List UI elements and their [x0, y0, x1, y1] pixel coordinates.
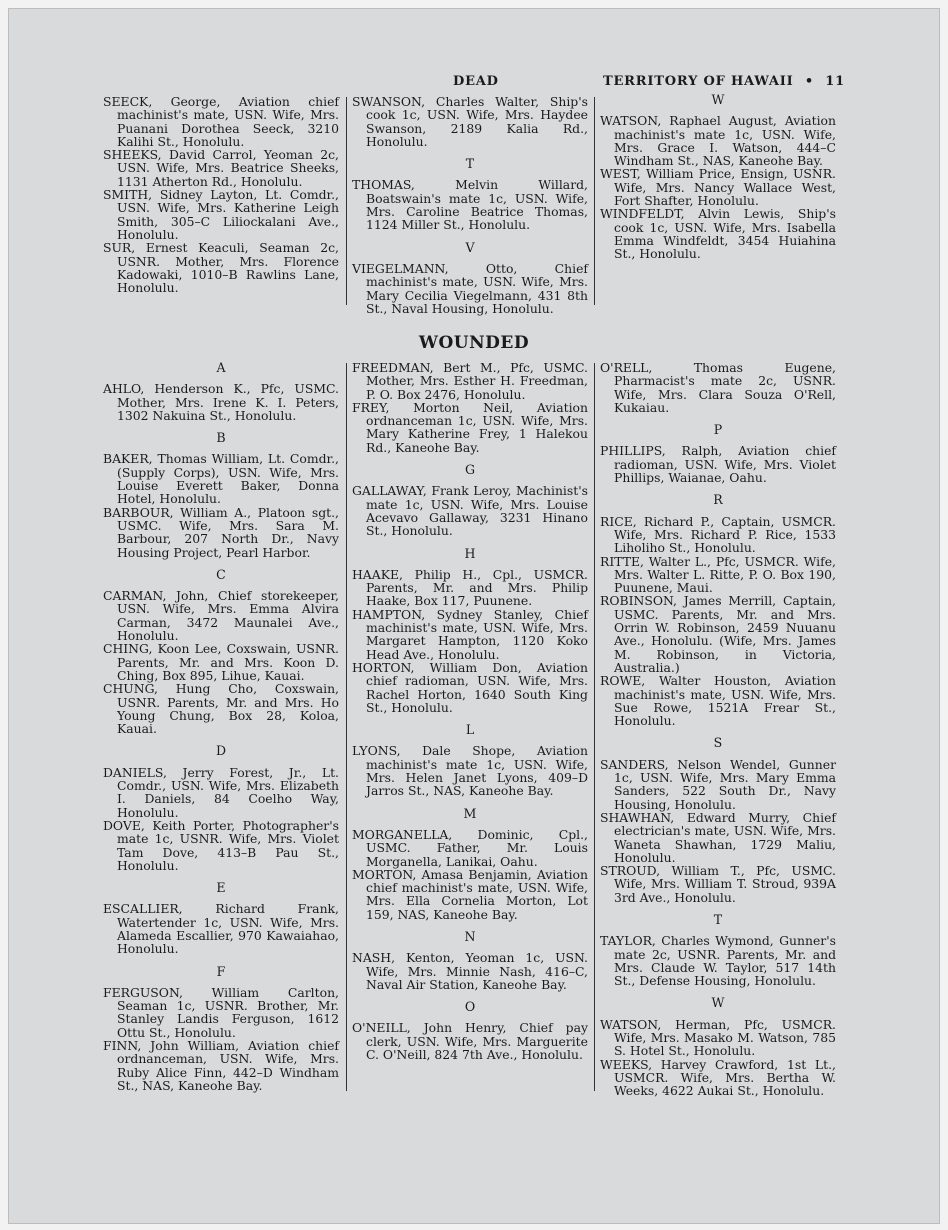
alphabet-divider: H [464, 545, 476, 561]
casualty-entry: BARBOUR, William A., Platoon sgt., USMC. Wife, Mrs. Sara M. Barbour, 207 North Dr., Navy Housing Project, Pearl Harbor. [103, 504, 339, 560]
casualty-entry: DOVE, Keith Porter, Photographer's mate 1c, USNR. Wife, Mrs. Violet Tam Dove, 413–B Pau St., Honolulu. [103, 817, 339, 873]
casualty-entry: HORTON, William Don, Aviation chief radioman, USN. Wife, Mrs. Rachel Horton, 1640 South King St., Honolulu. [352, 659, 588, 715]
alphabet-divider: O [464, 999, 476, 1015]
casualty-entry: VIEGELMANN, Otto, Chief machinist's mate, USN. Wife, Mrs. Mary Cecilia Viegelmann, 431 8th St., Naval Housing, Honolulu. [352, 260, 588, 316]
casualty-entry: ESCALLIER, Richard Frank, Watertender 1c, USN. Wife, Mrs. Alameda Escallier, 970 Kawaiahao, Honolulu. [103, 901, 339, 957]
dead-column-1 [103, 95, 339, 294]
alphabet-divider: P [713, 422, 723, 438]
casualty-entry: SUR, Ernest Keaculi, Seaman 2c, USNR. Mother, Mrs. Florence Kadowaki, 1010–B Rawlins Lane, Honolulu. [103, 240, 339, 296]
casualty-entry: GALLAWAY, Frank Leroy, Machinist's mate 1c, USN. Wife, Mrs. Louise Acevavo Gallaway, 3231 Hinano St., Honolulu. [352, 483, 588, 539]
territory-title: TERRITORY OF HAWAII [603, 74, 794, 89]
alphabet-divider: E [216, 880, 226, 896]
casualty-entry: SHAWHAN, Edward Murry, Chief electrician's mate, USN. Wife, Mrs. Waneta Shawhan, 1729 Maliu, Honolulu. [600, 809, 836, 865]
alphabet-divider: T [713, 911, 723, 927]
wounded-column-1 [103, 361, 339, 1092]
alphabet-divider: A [216, 360, 226, 375]
dead-column-2 [352, 95, 588, 315]
alphabet-divider: V [465, 239, 475, 255]
casualty-entry: RICE, Richard P., Captain, USMCR. Wife, Mrs. Richard P. Rice, 1533 Liholiho St., Honolulu. [600, 513, 836, 556]
section-title-dead: DEAD [453, 74, 499, 89]
alphabet-divider: F [216, 963, 226, 979]
alphabet-divider: C [216, 566, 226, 582]
alphabet-divider: S [713, 735, 723, 751]
casualty-entry: WINDFELDT, Alvin Lewis, Ship's cook 1c, USN. Wife, Mrs. Isabella Emma Windfeldt, 3454 Huiahina St., Honolulu. [600, 206, 836, 262]
casualty-entry: WEEKS, Harvey Crawford, 1st Lt., USMCR. Wife, Mrs. Bertha W. Weeks, 4622 Aukai St., Honolulu. [600, 1056, 836, 1099]
casualty-entry: HAAKE, Philip H., Cpl., USMCR. Parents, Mr. and Mrs. Philip Haake, Box 117, Puunene. [352, 566, 588, 609]
casualty-entry: PHILLIPS, Ralph, Aviation chief radioman, USN. Wife, Mrs. Violet Phillips, Waianae, Oahu. [600, 443, 836, 486]
document-page [8, 8, 940, 1224]
casualty-entry: FERGUSON, William Carlton, Seaman 1c, USNR. Brother, Mr. Stanley Landis Ferguson, 1612 Ottu St., Honolulu. [103, 984, 339, 1040]
running-header [603, 74, 845, 89]
casualty-entry: STROUD, William T., Pfc, USMC. Wife, Mrs. William T. Stroud, 939A 3rd Ave., Honolulu. [600, 863, 836, 905]
column-divider [346, 363, 347, 1091]
casualty-entry: LYONS, Dale Shope, Aviation machinist's mate 1c, USN. Wife, Mrs. Helen Janet Lyons, 409–D Jarros St., NAS, Kaneohe Bay. [352, 743, 588, 799]
casualty-entry: MORGANELLA, Dominic, Cpl., USMC. Father, Mr. Louis Morganella, Lanikai, Oahu. [352, 826, 588, 869]
alphabet-divider: L [465, 722, 475, 738]
casualty-entry: TAYLOR, Charles Wymond, Gunner's mate 2c, USNR. Parents, Mr. and Mrs. Claude W. Taylor, 517 14th St., Defense Housing, Honolulu. [600, 933, 836, 989]
casualty-entry: WATSON, Raphael August, Aviation machinist's mate 1c, USN. Wife, Mrs. Grace I. Watson, 444–C Windham St., NAS, Kaneohe Bay. [600, 113, 836, 169]
casualty-entry: CARMAN, John, Chief storekeeper, USN. Wife, Mrs. Emma Alvira Carman, 3472 Maunalei Ave., Honolulu. [103, 588, 339, 644]
casualty-entry: NASH, Kenton, Yeoman 1c, USN. Wife, Mrs. Minnie Nash, 416–C, Naval Air Station, Kaneohe Bay. [352, 950, 588, 992]
casualty-entry: RITTE, Walter L., Pfc, USMCR. Wife, Mrs. Walter L. Ritte, P. O. Box 190, Puunene, Maui. [600, 553, 836, 596]
alphabet-divider: W [711, 995, 725, 1011]
casualty-entry: FREY, Morton Neil, Aviation ordnanceman 1c, USN. Wife, Mrs. Mary Katherine Frey, 1 Halekou Rd., Kaneohe Bay. [352, 399, 588, 455]
casualty-entry: MORTON, Amasa Benjamin, Aviation chief machinist's mate, USN. Wife, Mrs. Ella Cornelia Morton, Lot 159, NAS, Kaneohe Bay. [352, 866, 588, 922]
casualty-entry: CHUNG, Hung Cho, Coxswain, USNR. Parents, Mr. and Mrs. Ho Young Chung, Box 28, Koloa, Kauai. [103, 681, 339, 737]
casualty-entry: ROBINSON, James Merrill, Captain, USMC. Parents, Mr. and Mrs. Orrin W. Robinson, 2459 Nuuanu Ave., Honolulu. (Wife, Mrs. James M. Robinson, in Victoria, Australia.) [600, 593, 836, 675]
casualty-entry: SMITH, Sidney Layton, Lt. Comdr., USN. Wife, Mrs. Katherine Leigh Smith, 305–C Liliockalani Ave., Honolulu. [103, 187, 339, 242]
casualty-entry: BAKER, Thomas William, Lt. Comdr., (Supply Corps), USN. Wife, Mrs. Louise Everett Baker, Donna Hotel, Honolulu. [103, 451, 339, 507]
casualty-entry: CHING, Koon Lee, Coxswain, USNR. Parents, Mr. and Mrs. Koon D. Ching, Box 895, Lihue, Kauai. [103, 641, 339, 683]
alphabet-divider: T [465, 156, 475, 172]
alphabet-divider: D [215, 743, 227, 759]
page-number: 11 [825, 74, 845, 89]
casualty-entry: HAMPTON, Sydney Stanley, Chief machinist's mate, USN. Wife, Mrs. Margaret Hampton, 1120 Koko Head Ave., Honolulu. [352, 606, 588, 662]
casualty-entry: O'RELL, Thomas Eugene, Pharmacist's mate 2c, USNR. Wife, Mrs. Clara Souza O'Rell, Kukaiau. [600, 360, 836, 415]
casualty-entry: O'NEILL, John Henry, Chief pay clerk, USN. Wife, Mrs. Marguerite C. O'Neill, 824 7th Ave., Honolulu. [352, 1020, 588, 1063]
alphabet-divider: R [713, 492, 723, 508]
casualty-entry: SEECK, George, Aviation chief machinist's mate, USN. Wife, Mrs. Puanani Dorothea Seeck, 3210 Kalihi St., Honolulu. [103, 94, 339, 149]
casualty-entry: AHLO, Henderson K., Pfc, USMC. Mother, Mrs. Irene K. I. Peters, 1302 Nakuina St., Honolulu. [103, 381, 339, 423]
casualty-entry: FINN, John William, Aviation chief ordnanceman, USN. Wife, Mrs. Ruby Alice Finn, 442–D Windham St., NAS, Kaneohe Bay. [103, 1038, 339, 1093]
casualty-entry: ROWE, Walter Houston, Aviation machinist's mate, USN. Wife, Mrs. Sue Rowe, 1521A Frear St., Honolulu. [600, 673, 836, 729]
alphabet-divider: B [216, 430, 226, 446]
alphabet-divider: N [464, 928, 476, 944]
casualty-entry: WEST, William Price, Ensign, USNR. Wife, Mrs. Nancy Wallace West, Fort Shafter, Honolulu. [600, 166, 836, 209]
alphabet-divider: M [463, 805, 477, 821]
column-divider [594, 97, 595, 305]
column-divider [346, 97, 347, 305]
wounded-column-2 [352, 361, 588, 1061]
casualty-entry: DANIELS, Jerry Forest, Jr., Lt. Comdr., USN. Wife, Mrs. Elizabeth I. Daniels, 84 Coelho Way, Honolulu. [103, 764, 339, 820]
wounded-heading: WOUNDED [418, 333, 530, 353]
header-bullet: • [804, 74, 814, 89]
casualty-entry: FREEDMAN, Bert M., Pfc, USMC. Mother, Mrs. Esther H. Freedman, P. O. Box 2476, Honolulu. [352, 360, 588, 402]
casualty-entry: WATSON, Herman, Pfc, USMCR. Wife, Mrs. Masako M. Watson, 785 S. Hotel St., Honolulu. [600, 1016, 836, 1059]
wounded-column-3 [600, 361, 836, 1098]
casualty-entry: THOMAS, Melvin Willard, Boatswain's mate 1c, USN. Wife, Mrs. Caroline Beatrice Thomas, 1124 Miller St., Honolulu. [352, 177, 588, 233]
alphabet-divider: W [711, 92, 725, 107]
casualty-entry: SANDERS, Nelson Wendel, Gunner 1c, USN. Wife, Mrs. Mary Emma Sanders, 522 South Dr., Navy Housing, Honolulu. [600, 756, 836, 812]
casualty-entry: SWANSON, Charles Walter, Ship's cook 1c, USN. Wife, Mrs. Haydee Swanson, 2189 Kalia Rd., Honolulu. [352, 94, 588, 149]
column-divider [594, 363, 595, 1091]
dead-column-3 [600, 93, 836, 261]
casualty-entry: SHEEKS, David Carrol, Yeoman 2c, USN. Wife, Mrs. Beatrice Sheeks, 1131 Atherton Rd., Honolulu. [103, 147, 339, 189]
alphabet-divider: G [464, 462, 476, 478]
